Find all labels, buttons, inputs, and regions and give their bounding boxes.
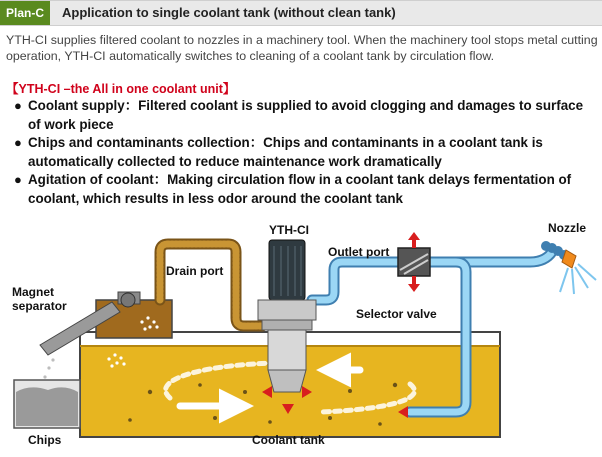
bullet-icon: ● (14, 98, 22, 113)
unit-title: 【YTH-CI –the All in one coolant unit】 (6, 82, 236, 96)
chips-bucket (14, 380, 80, 428)
chips-label: Chips (28, 433, 62, 447)
selector-valve-label: Selector valve (356, 307, 437, 321)
feature-item: ● Chips and contaminants collection：Chips and contaminants in a coolant tank is automatically collected to reduce maintenance work dramatically (14, 135, 543, 169)
drain-hose (160, 244, 262, 326)
bullet-icon: ● (14, 135, 22, 151)
coolant-tank-label: Coolant tank (252, 433, 325, 447)
section-title: Application to single coolant tank (without clean tank) (62, 5, 396, 20)
nozzle-label: Nozzle (548, 221, 587, 235)
valve-down-arrow-icon (408, 284, 420, 292)
outlet-port-label: Outlet port (328, 245, 390, 259)
selector-valve (398, 232, 430, 292)
feature-item: ● Agitation of coolant：Making circulation flow in a coolant tank delays fermentation of coolant, which results in less odor around the coolant tank (14, 172, 572, 206)
plan-badge: Plan-C (0, 1, 50, 25)
drain-port-label: Drain port (166, 264, 224, 278)
bullet-icon: ● (14, 172, 22, 188)
magnet-label: Magnet (12, 285, 54, 299)
intro-paragraph: YTH-CI supplies filtered coolant to nozzles in a machinery tool. When the machinery tool stops metal cutting operation, YTH-CI automatically switches to cleaning of a coolant tank by circulation flow. (6, 33, 598, 63)
yth-ci-label: YTH-CI (269, 223, 309, 237)
separator-label: separator (12, 299, 67, 313)
feature-item: ● Coolant supply：Filtered coolant is supplied to avoid clogging and damages to surface of work piece (14, 98, 584, 132)
nozzle (541, 241, 596, 294)
valve-up-arrow-icon (408, 232, 420, 240)
